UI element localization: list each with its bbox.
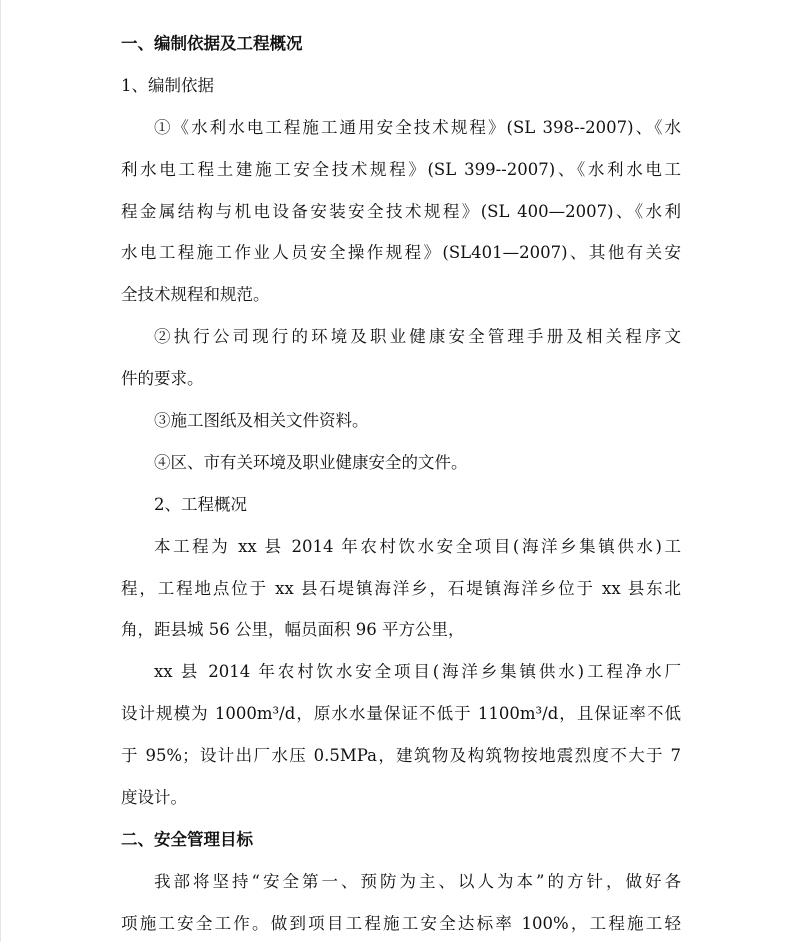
paragraph-line: 水电工程施工作业人员安全操作规程》(SL401—2007)、其他有关安 xyxy=(121,243,681,263)
document-body xyxy=(121,28,681,950)
paragraph-line: 利水电工程土建施工安全技术规程》(SL 399--2007)、《水利水电工 xyxy=(121,159,681,179)
section-heading-2: 二、安全管理目标 xyxy=(121,829,253,849)
paragraph-line: ②执行公司现行的环境及职业健康安全管理手册及相关程序文 xyxy=(154,327,681,347)
subsection-heading-basis: 1、编制依据 xyxy=(121,75,214,95)
paragraph-line: 角，距县城 56 公里，幅员面积 96 平方公里， xyxy=(121,620,465,640)
paragraph-line: 全技术规程和规范。 xyxy=(121,285,270,305)
paragraph-line: xx 县 2014 年农村饮水安全项目(海洋乡集镇供水)工程净水厂 xyxy=(154,662,681,682)
paragraph-line: 设计规模为 1000m³/d，原水水量保证不低于 1100m³/d，且保证率不低 xyxy=(121,704,681,724)
paragraph-line: 程金属结构与机电设备安装安全技术规程》(SL 400—2007)、《水利 xyxy=(121,201,681,221)
paragraph-line: 件的要求。 xyxy=(121,369,204,389)
paragraph-line: ①《水利水电工程施工通用安全技术规程》(SL 398--2007)、《水 xyxy=(154,117,681,137)
paragraph-line: 项施工安全工作。做到项目工程施工安全达标率 100%，工程施工轻 xyxy=(121,913,681,933)
paragraph-line: 度设计。 xyxy=(121,788,187,808)
subsection-heading-overview: 2、工程概况 xyxy=(154,494,247,514)
paragraph-line: 本工程为 xx 县 2014 年农村饮水安全项目(海洋乡集镇供水)工 xyxy=(154,536,681,556)
section-heading-1: 一、编制依据及工程概况 xyxy=(121,34,303,53)
paragraph-line: ④区、市有关环境及职业健康安全的文件。 xyxy=(154,452,468,472)
paragraph-line: 程，工程地点位于 xx 县石堤镇海洋乡，石堤镇海洋乡位于 xx 县东北 xyxy=(121,578,681,598)
paragraph-line: 于 95%；设计出厂水压 0.5MPa，建筑物及构筑物按地震烈度不大于 7 xyxy=(121,746,681,766)
paragraph-line: 我部将坚持“安全第一、预防为主、以人为本”的方针，做好各 xyxy=(154,871,681,891)
paragraph-line: ③施工图纸及相关文件资料。 xyxy=(154,411,369,431)
